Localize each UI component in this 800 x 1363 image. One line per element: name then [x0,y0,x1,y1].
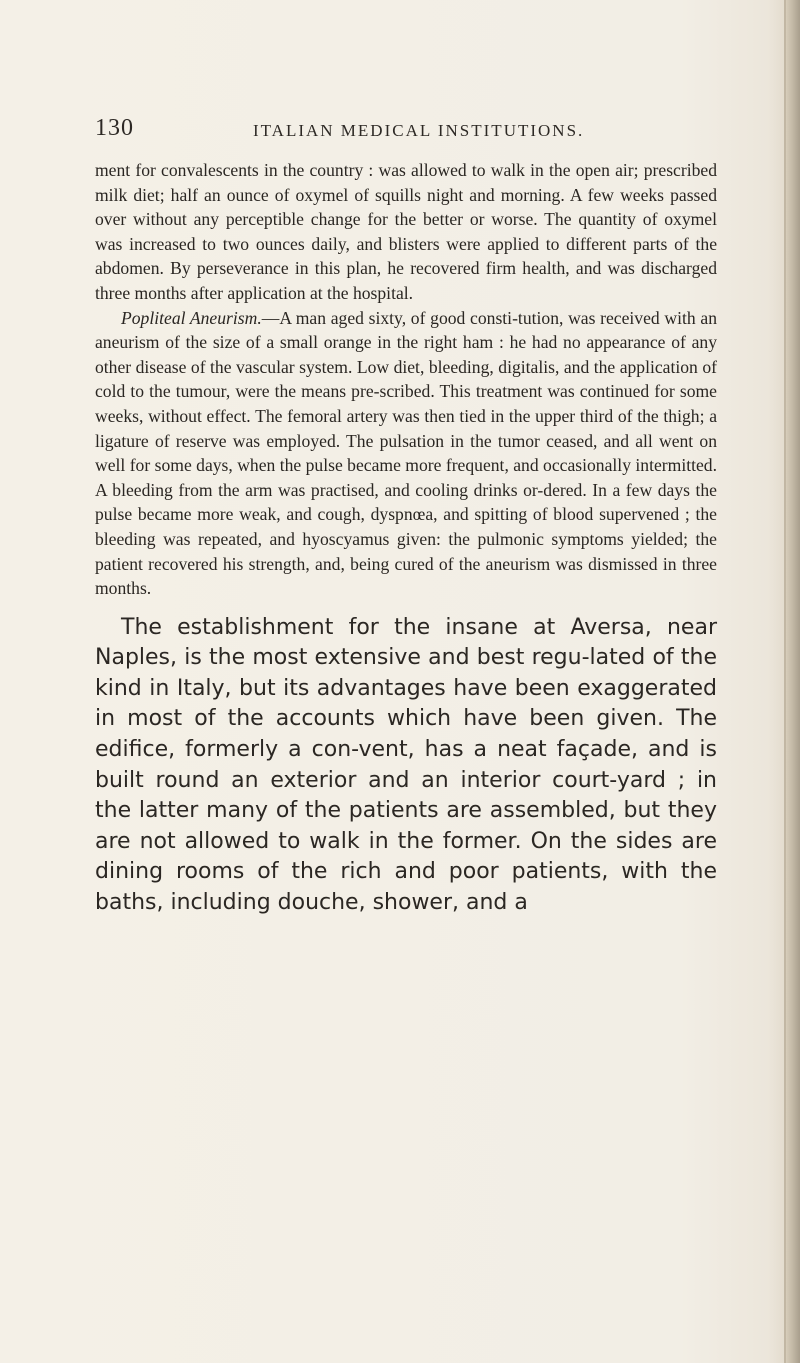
body-text [95,158,717,919]
paragraph-popliteal-aneurism [95,306,717,601]
page-number: 130 [95,115,134,141]
paragraph-popliteal-aneurism-body: —A man aged sixty, of good consti-tution, was received with an aneurism of the size of a small orange in the right ham : he had no appearance of any other disease of the vascular system. Low diet, bleeding, digitalis, and the application of cold to the tumour, were the means pre-scribed. This treatment was continued for some weeks, without effect. The femoral artery was then tied in the upper third of the thigh; a ligature of reserve was employed. The pulsation in the tumor ceased, and all went on well for some days, when the pulse became more frequent, and occasionally intermitted. A bleeding from the arm was practised, and cooling drinks or-dered. In a few days the pulse became more weak, and cough, dyspnœa, and spitting of blood supervened ; the bleeding was repeated, and hyoscyamus given: the pulmonic symptoms yielded; the patient recovered his strength, and, being cured of the aneurism was dismissed in three months. [95,307,717,599]
page-header [95,115,695,145]
running-title: ITALIAN MEDICAL INSTITUTIONS. [253,121,585,140]
paragraph-convalescents: ment for convalescents in the country : was allowed to walk in the open air; prescribed milk diet; half an ounce of oxymel of squills night and morning. A few weeks passed over without any perceptible change for the better or worse. The quantity of oxymel was increased to two ounces daily, and blisters were applied to different parts of the abdomen. By perseverance in this plan, he recovered firm health, and was discharged three months after application at the hospital. [95,160,717,303]
paragraph-aversa-establishment: The establishment for the insane at Aversa, near Naples, is the most extensive and best regu-lated of the kind in Italy, but its advantages have been exaggerated in most of the accounts which have been given. The edifice, formerly a con-vent, has a neat façade, and is built round an exterior and an interior court-yard ; in the latter many of the patients are assembled, but they are not allowed to walk in the former. On the sides are dining rooms of the rich and poor patients, with the baths, including douche, shower, and a [95,614,717,916]
page-edge-shadow [786,0,800,1363]
section-heading-popliteal-aneurism: Popliteal Aneurism. [121,307,262,328]
